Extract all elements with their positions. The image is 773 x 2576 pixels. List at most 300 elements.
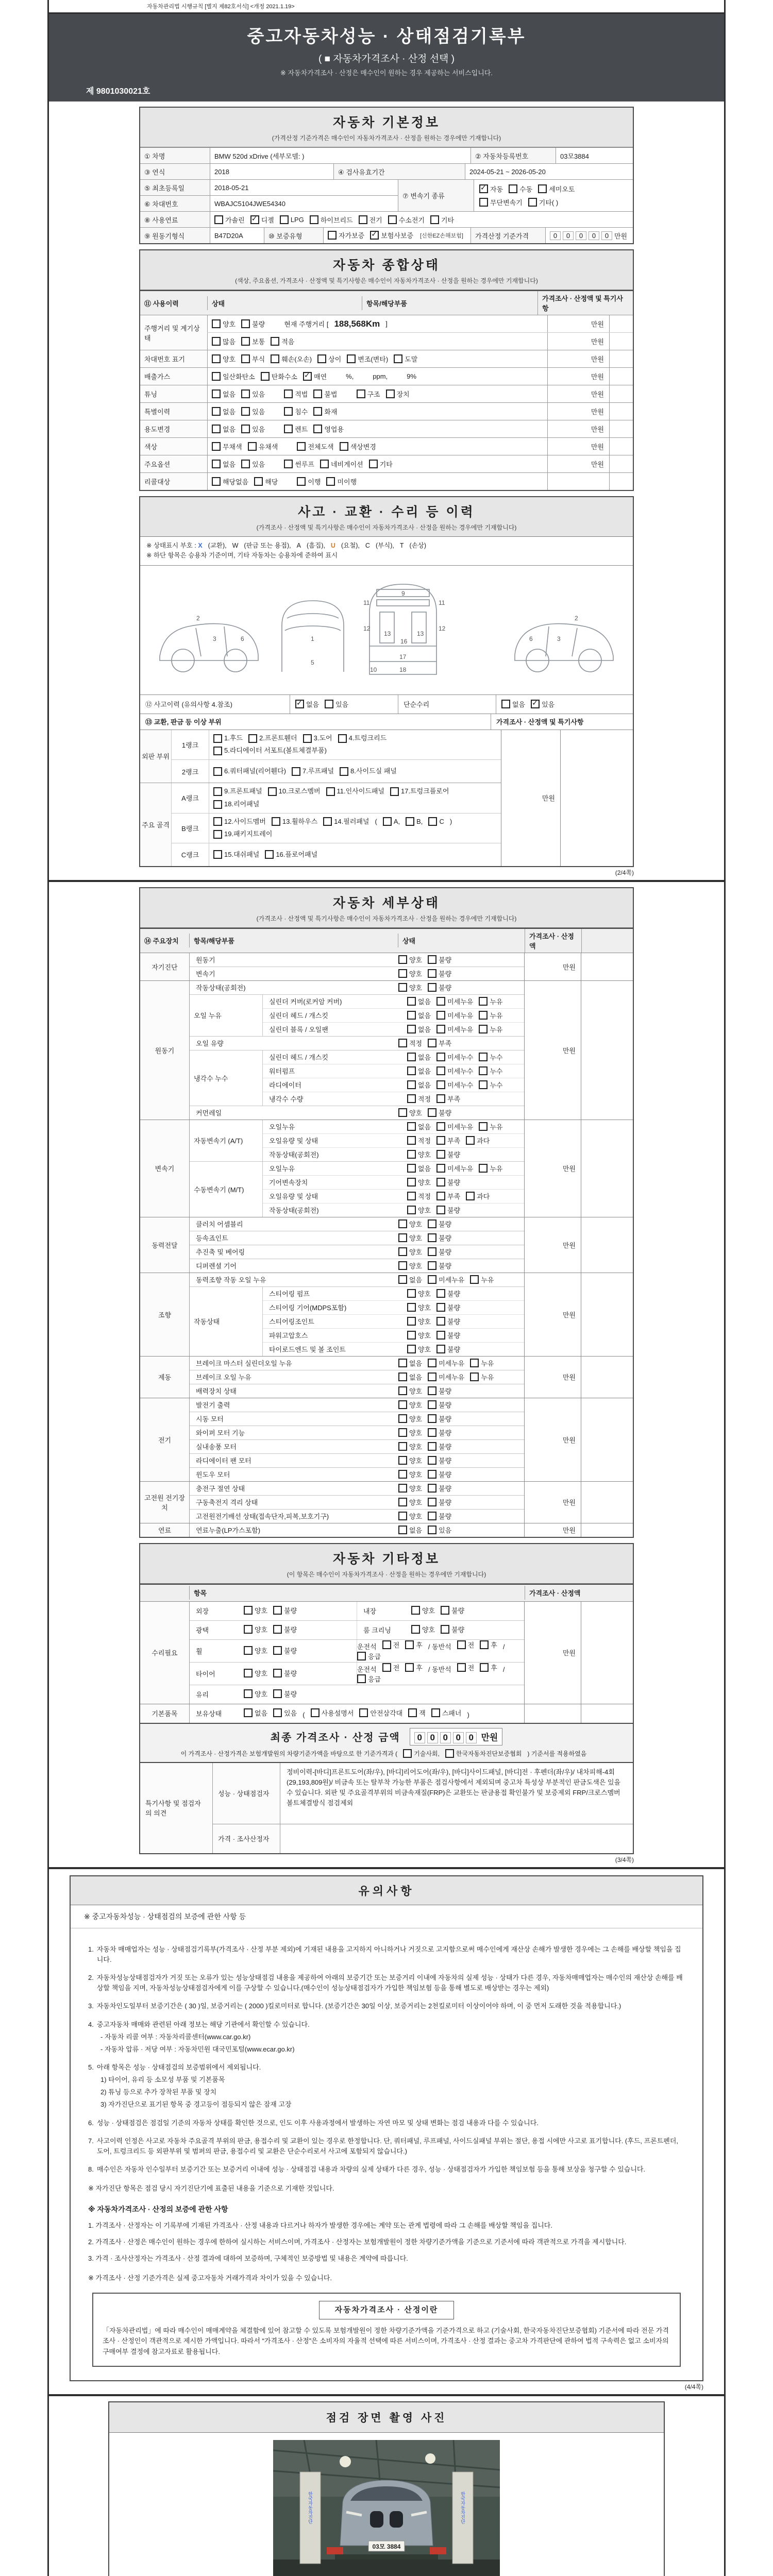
checkbox-option[interactable] (428, 1400, 451, 1410)
checkbox-option[interactable] (212, 336, 236, 346)
checkbox[interactable] (441, 1606, 449, 1615)
checkbox[interactable] (398, 983, 407, 992)
checkbox[interactable] (528, 198, 537, 207)
checkbox[interactable] (428, 1386, 436, 1395)
checkbox-option[interactable] (428, 1455, 451, 1465)
checkbox-option[interactable] (407, 1066, 431, 1076)
checkbox-option[interactable] (407, 1024, 431, 1034)
checkbox-option[interactable] (436, 1010, 473, 1020)
checkbox-option[interactable] (311, 1708, 354, 1718)
checkbox-option[interactable] (340, 765, 397, 778)
checkbox[interactable] (272, 817, 280, 826)
checkbox[interactable] (382, 1640, 391, 1649)
checkbox-option[interactable] (430, 215, 454, 225)
checkbox[interactable] (340, 442, 348, 451)
checkbox-option[interactable] (436, 1136, 460, 1145)
checkbox[interactable] (428, 1484, 436, 1493)
checkbox-option[interactable] (212, 477, 248, 486)
checkbox[interactable] (430, 215, 439, 224)
checkbox-option[interactable] (406, 816, 423, 828)
checkbox-option[interactable] (407, 1205, 431, 1215)
checkbox[interactable] (398, 1470, 407, 1479)
checkbox[interactable] (428, 1512, 436, 1520)
checkbox-option[interactable] (479, 1052, 502, 1062)
checkbox[interactable] (436, 1122, 445, 1131)
checkbox-option[interactable] (436, 1191, 460, 1201)
checkbox-option[interactable] (212, 389, 236, 399)
checkbox-option[interactable] (407, 1302, 431, 1312)
checkbox-option[interactable] (310, 215, 353, 225)
checkbox[interactable] (436, 1331, 445, 1340)
checkbox[interactable] (244, 1646, 253, 1655)
checkbox[interactable] (405, 1640, 414, 1649)
checkbox[interactable] (398, 1386, 407, 1395)
checkbox[interactable] (407, 1317, 416, 1326)
checkbox-option[interactable] (407, 1316, 431, 1326)
checkbox[interactable] (436, 1094, 445, 1103)
checkbox-option[interactable] (213, 765, 286, 778)
checkbox[interactable] (244, 1708, 253, 1717)
checkbox[interactable] (273, 1625, 282, 1634)
checkbox[interactable] (407, 1289, 416, 1298)
checkbox-option[interactable] (273, 1689, 297, 1699)
checkbox[interactable] (303, 734, 312, 743)
checkbox[interactable] (407, 1066, 416, 1075)
checkbox-option[interactable] (241, 389, 265, 399)
checkbox[interactable] (340, 767, 348, 776)
checkbox-option[interactable] (436, 1163, 473, 1173)
checkbox[interactable] (388, 215, 397, 224)
checkbox[interactable] (436, 1080, 445, 1089)
checkbox-option[interactable] (436, 1177, 460, 1187)
checkbox[interactable] (407, 1164, 416, 1173)
checkbox-option[interactable] (181, 1749, 398, 1758)
checkbox-option[interactable] (317, 354, 341, 364)
checkbox-option[interactable] (407, 1163, 431, 1173)
checkbox-option[interactable] (346, 372, 354, 380)
checkbox-option[interactable] (340, 442, 376, 451)
checkbox[interactable] (284, 407, 293, 416)
checkbox[interactable] (213, 830, 222, 839)
checkbox[interactable] (398, 955, 407, 964)
checkbox-option[interactable] (428, 1108, 451, 1117)
checkbox-option[interactable] (398, 1469, 422, 1479)
checkbox-option[interactable] (398, 1525, 422, 1535)
checkbox[interactable] (250, 215, 259, 224)
checkbox-option[interactable] (436, 1330, 460, 1340)
checkbox[interactable] (428, 1456, 436, 1465)
checkbox-option[interactable] (244, 1708, 267, 1718)
checkbox[interactable] (428, 983, 436, 992)
checkbox[interactable] (292, 767, 300, 776)
checkbox-option[interactable] (428, 1641, 451, 1651)
checkbox[interactable] (212, 425, 221, 433)
checkbox[interactable] (457, 1640, 466, 1649)
checkbox-option[interactable] (297, 477, 321, 486)
checkbox[interactable] (271, 337, 279, 346)
checkbox[interactable] (531, 700, 540, 708)
checkbox-option[interactable] (326, 477, 357, 486)
checkbox[interactable] (323, 817, 332, 826)
checkbox-option[interactable] (428, 1038, 451, 1048)
checkbox-option[interactable] (213, 828, 272, 841)
checkbox-option[interactable] (398, 1275, 422, 1284)
checkbox[interactable] (479, 1011, 488, 1020)
checkbox[interactable] (244, 1606, 253, 1615)
checkbox-option[interactable] (244, 1689, 267, 1699)
checkbox-option[interactable] (373, 372, 388, 380)
checkbox-option[interactable] (479, 1080, 502, 1090)
checkbox-option[interactable] (428, 1497, 451, 1507)
checkbox[interactable] (213, 787, 222, 796)
checkbox[interactable] (382, 1663, 391, 1672)
checkbox-option[interactable] (428, 1483, 451, 1493)
checkbox-option[interactable] (403, 1749, 440, 1758)
checkbox-option[interactable] (273, 1605, 297, 1615)
checkbox-option[interactable] (407, 1191, 431, 1201)
checkbox-option[interactable] (428, 1219, 451, 1229)
checkbox[interactable] (407, 1136, 416, 1145)
checkbox-option[interactable] (501, 699, 525, 709)
checkbox[interactable] (213, 747, 222, 755)
checkbox[interactable] (280, 215, 289, 224)
checkbox-option[interactable] (398, 1442, 422, 1451)
checkbox[interactable] (311, 1708, 320, 1717)
checkbox-option[interactable] (398, 1428, 422, 1437)
checkbox[interactable] (436, 1303, 445, 1312)
checkbox[interactable] (466, 1136, 475, 1145)
checkbox[interactable] (313, 425, 322, 433)
checkbox-option[interactable] (480, 1640, 497, 1650)
checkbox-option[interactable] (509, 184, 532, 194)
checkbox[interactable] (386, 389, 395, 398)
checkbox-option[interactable] (250, 215, 274, 225)
checkbox-option[interactable] (428, 1372, 464, 1382)
checkbox[interactable] (313, 389, 322, 398)
checkbox[interactable] (273, 1606, 282, 1615)
checkbox[interactable] (212, 460, 221, 468)
checkbox[interactable] (398, 1526, 407, 1534)
checkbox[interactable] (398, 1456, 407, 1465)
checkbox[interactable] (470, 1359, 479, 1367)
checkbox[interactable] (268, 787, 277, 796)
checkbox[interactable] (411, 1625, 420, 1634)
checkbox[interactable] (436, 997, 445, 1006)
checkbox-option[interactable] (383, 816, 400, 828)
checkbox[interactable] (241, 337, 250, 346)
checkbox[interactable] (407, 1178, 416, 1187)
checkbox[interactable] (470, 1372, 479, 1381)
checkbox-option[interactable] (480, 1663, 497, 1672)
checkbox[interactable] (241, 389, 250, 398)
checkbox[interactable] (213, 734, 222, 743)
checkbox-option[interactable] (479, 1010, 502, 1020)
checkbox-option[interactable] (457, 1640, 475, 1650)
checkbox-option[interactable] (428, 1428, 451, 1437)
checkbox[interactable] (326, 787, 335, 796)
checkbox[interactable] (428, 1470, 436, 1479)
checkbox[interactable] (325, 700, 333, 708)
checkbox-option[interactable] (284, 406, 308, 416)
checkbox[interactable] (479, 198, 488, 207)
checkbox-option[interactable] (212, 406, 236, 416)
checkbox-option[interactable] (398, 1219, 422, 1229)
checkbox[interactable] (328, 231, 337, 240)
checkbox-option[interactable] (431, 1708, 462, 1718)
checkbox[interactable] (428, 1261, 436, 1270)
checkbox[interactable] (394, 354, 402, 363)
checkbox[interactable] (405, 1663, 414, 1672)
checkbox-option[interactable] (470, 1372, 494, 1382)
checkbox-option[interactable] (428, 1386, 451, 1396)
checkbox-option[interactable] (428, 955, 451, 964)
checkbox[interactable] (407, 1150, 416, 1159)
checkbox[interactable] (241, 460, 250, 468)
checkbox-option[interactable] (398, 969, 422, 978)
checkbox[interactable] (303, 372, 312, 381)
checkbox-option[interactable] (295, 699, 319, 709)
checkbox[interactable] (407, 1206, 416, 1214)
checkbox[interactable] (273, 1708, 282, 1717)
checkbox-option[interactable] (436, 1149, 460, 1159)
checkbox[interactable] (398, 1359, 407, 1367)
checkbox[interactable] (479, 1164, 488, 1173)
checkbox[interactable] (428, 1442, 436, 1451)
checkbox[interactable] (436, 1289, 445, 1298)
checkbox[interactable] (320, 460, 329, 468)
checkbox[interactable] (428, 817, 437, 826)
checkbox[interactable] (398, 1512, 407, 1520)
checkbox-option[interactable] (248, 732, 297, 745)
checkbox-option[interactable] (280, 215, 304, 224)
checkbox[interactable] (436, 1178, 445, 1187)
checkbox-option[interactable] (436, 1302, 460, 1312)
checkbox[interactable] (479, 1066, 488, 1075)
checkbox[interactable] (501, 700, 510, 708)
checkbox-option[interactable] (428, 816, 444, 828)
checkbox[interactable] (357, 1674, 366, 1683)
checkbox-option[interactable] (334, 319, 380, 329)
checkbox[interactable] (466, 1192, 475, 1200)
checkbox-option[interactable] (398, 1497, 422, 1507)
checkbox[interactable] (407, 1192, 416, 1200)
checkbox[interactable] (383, 817, 392, 826)
checkbox-option[interactable] (292, 765, 334, 778)
checkbox[interactable] (479, 1122, 488, 1131)
checkbox-option[interactable] (357, 1664, 377, 1674)
checkbox-option[interactable] (405, 1663, 423, 1672)
checkbox-option[interactable] (241, 354, 265, 364)
checkbox[interactable] (398, 1261, 407, 1270)
checkbox-option[interactable] (244, 1624, 267, 1634)
checkbox-option[interactable] (407, 1177, 431, 1187)
checkbox-option[interactable] (428, 1469, 451, 1479)
checkbox-option[interactable] (479, 1163, 502, 1173)
checkbox-option[interactable] (265, 849, 317, 861)
checkbox-option[interactable] (436, 1066, 473, 1076)
checkbox[interactable] (241, 407, 250, 416)
checkbox[interactable] (441, 1625, 449, 1634)
checkbox[interactable] (408, 1708, 417, 1717)
checkbox-option[interactable] (428, 1525, 451, 1535)
checkbox[interactable] (411, 1606, 420, 1615)
checkbox[interactable] (436, 1066, 445, 1075)
checkbox-option[interactable] (213, 732, 243, 745)
checkbox[interactable] (310, 215, 318, 224)
checkbox-option[interactable] (284, 319, 328, 329)
checkbox[interactable] (479, 1025, 488, 1033)
checkbox[interactable] (369, 460, 378, 468)
checkbox[interactable] (407, 1080, 416, 1089)
checkbox[interactable] (470, 1275, 479, 1284)
checkbox-option[interactable] (479, 1066, 502, 1076)
checkbox[interactable] (407, 1053, 416, 1061)
checkbox[interactable] (213, 850, 222, 859)
checkbox[interactable] (428, 1359, 436, 1367)
checkbox-option[interactable] (436, 996, 473, 1006)
checkbox-option[interactable] (407, 1122, 431, 1131)
checkbox[interactable] (213, 800, 222, 809)
checkbox[interactable] (241, 425, 250, 433)
checkbox-option[interactable] (428, 1511, 451, 1521)
checkbox[interactable] (428, 1275, 436, 1284)
checkbox-option[interactable] (457, 1663, 475, 1672)
checkbox-option[interactable] (328, 230, 364, 240)
checkbox-option[interactable] (241, 319, 265, 329)
checkbox[interactable] (359, 1708, 368, 1717)
checkbox-option[interactable] (394, 354, 417, 364)
checkbox-option[interactable] (436, 1080, 473, 1090)
checkbox-option[interactable] (338, 732, 387, 745)
checkbox-option[interactable] (347, 354, 388, 364)
checkbox-option[interactable] (326, 785, 384, 798)
checkbox[interactable] (212, 354, 221, 363)
checkbox-option[interactable] (273, 1668, 297, 1678)
checkbox[interactable] (479, 997, 488, 1006)
checkbox-option[interactable] (467, 1711, 469, 1719)
checkbox-option[interactable] (244, 1605, 267, 1615)
checkbox-option[interactable] (213, 785, 262, 798)
checkbox-option[interactable] (382, 1640, 400, 1650)
checkbox[interactable] (398, 1372, 407, 1381)
checkbox[interactable] (398, 1275, 407, 1284)
checkbox-option[interactable] (284, 424, 308, 434)
checkbox[interactable] (390, 787, 399, 796)
checkbox-option[interactable] (271, 336, 294, 346)
checkbox-option[interactable] (248, 442, 278, 451)
checkbox-option[interactable] (441, 1605, 464, 1615)
checkbox[interactable] (403, 1749, 412, 1758)
checkbox-option[interactable] (538, 184, 575, 194)
checkbox[interactable] (244, 1625, 253, 1634)
checkbox-option[interactable] (271, 354, 312, 364)
checkbox-option[interactable] (428, 1275, 464, 1284)
checkbox[interactable] (428, 1233, 436, 1242)
checkbox[interactable] (436, 1164, 445, 1173)
checkbox[interactable] (273, 1689, 282, 1698)
checkbox-option[interactable] (398, 1386, 422, 1396)
checkbox[interactable] (436, 1192, 445, 1200)
checkbox[interactable] (398, 1039, 407, 1047)
checkbox[interactable] (212, 337, 221, 346)
checkbox[interactable] (398, 1414, 407, 1423)
checkbox[interactable] (284, 389, 293, 398)
checkbox[interactable] (428, 1247, 436, 1256)
checkbox-option[interactable] (357, 389, 380, 399)
checkbox-option[interactable] (479, 1122, 502, 1131)
checkbox[interactable] (436, 1206, 445, 1214)
checkbox-option[interactable] (407, 1136, 431, 1145)
checkbox-option[interactable] (398, 1372, 422, 1382)
checkbox[interactable] (271, 354, 279, 363)
checkbox-option[interactable] (479, 184, 503, 194)
checkbox-option[interactable] (244, 1646, 267, 1655)
checkbox-option[interactable] (398, 1108, 422, 1117)
checkbox[interactable] (212, 389, 221, 398)
checkbox[interactable] (428, 1498, 436, 1506)
checkbox-option[interactable] (527, 1749, 586, 1758)
checkbox[interactable] (326, 477, 335, 486)
checkbox[interactable] (338, 734, 347, 743)
checkbox-option[interactable] (411, 1605, 435, 1615)
checkbox[interactable] (398, 1400, 407, 1409)
checkbox[interactable] (212, 442, 221, 451)
checkbox[interactable] (248, 442, 257, 451)
checkbox[interactable] (428, 1219, 436, 1228)
checkbox-option[interactable] (398, 1400, 422, 1410)
checkbox[interactable] (428, 1039, 436, 1047)
checkbox-option[interactable] (398, 1483, 422, 1493)
checkbox[interactable] (428, 1526, 436, 1534)
checkbox[interactable] (370, 231, 379, 240)
checkbox[interactable] (407, 1094, 416, 1103)
checkbox[interactable] (398, 969, 407, 978)
checkbox[interactable] (436, 1025, 445, 1033)
checkbox-option[interactable] (369, 459, 393, 469)
checkbox[interactable] (407, 1345, 416, 1353)
checkbox-option[interactable] (273, 1624, 297, 1634)
checkbox[interactable] (480, 1663, 489, 1672)
checkbox-option[interactable] (303, 371, 327, 381)
checkbox[interactable] (241, 319, 250, 328)
checkbox[interactable] (273, 1646, 282, 1655)
checkbox[interactable] (244, 1669, 253, 1677)
checkbox-option[interactable] (213, 849, 259, 861)
checkbox[interactable] (428, 1108, 436, 1117)
checkbox[interactable] (212, 477, 221, 486)
checkbox-option[interactable] (313, 389, 337, 399)
checkbox-option[interactable] (398, 1261, 422, 1270)
checkbox[interactable] (436, 1053, 445, 1061)
checkbox-option[interactable] (386, 389, 410, 399)
checkbox[interactable] (436, 1011, 445, 1020)
checkbox[interactable] (241, 354, 250, 363)
checkbox-option[interactable] (407, 1080, 431, 1090)
checkbox-option[interactable] (428, 1233, 451, 1243)
checkbox-option[interactable] (241, 424, 265, 434)
checkbox-option[interactable] (273, 1708, 297, 1718)
checkbox-option[interactable] (212, 424, 236, 434)
checkbox[interactable] (284, 460, 293, 468)
checkbox-option[interactable] (268, 785, 321, 798)
checkbox-option[interactable] (441, 1624, 464, 1634)
checkbox-option[interactable] (436, 1289, 460, 1298)
checkbox[interactable] (428, 1400, 436, 1409)
checkbox[interactable] (406, 817, 414, 826)
checkbox-option[interactable] (359, 215, 382, 225)
checkbox[interactable] (297, 442, 306, 451)
checkbox-option[interactable] (212, 354, 236, 364)
